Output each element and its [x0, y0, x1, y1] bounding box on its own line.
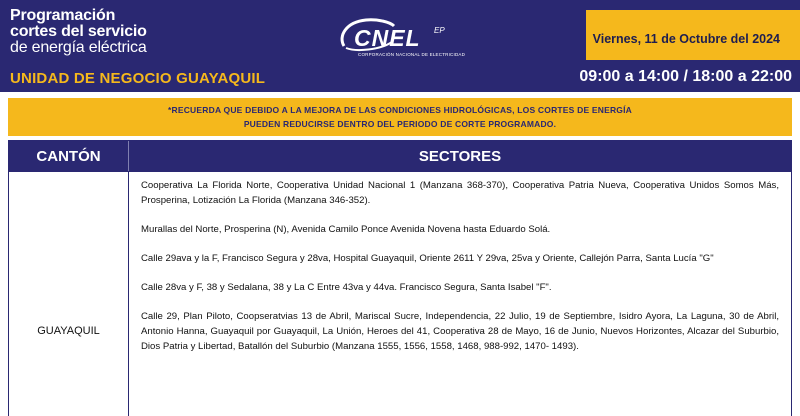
- sector-item: Calle 28va y F, 38 y Sedalana, 38 y La C Entre 43va y 44va. Francisco Segura, Santa Isabel "F".: [141, 282, 552, 293]
- column-header-canton: CANTÓN: [9, 141, 129, 171]
- table-row: [8, 172, 792, 416]
- schedule-date: Viernes, 11 de Octubre del 2024: [592, 32, 780, 46]
- notice-line-1: *RECUERDA QUE DEBIDO A LA MEJORA DE LAS CONDICIONES HIDROLÓGICAS, LOS CORTES DE ENERGÍA: [168, 105, 632, 115]
- canton-cell: GUAYAQUIL: [9, 172, 129, 416]
- sector-item: Murallas del Norte, Prosperina (N), Avenida Camilo Ponce Avenida Novena hasta Eduardo Solá.: [141, 224, 551, 235]
- sector-item: Calle 29, Plan Piloto, Coopseratvias 13 de Abril, Mariscal Sucre, Independencia, 22 Julio, 19 de Septiembre, Isidro Ayora, La Laguna, 30 de Abril, Antonio Hanna, Guayaquil por Guayaquil, La Unión, Heroes del 41, Cooperativa 28 de Mayo, 16 de Junio, Nuevos Horizontes, Alcazar del Suburbio, Dios Patria y Libertad, Batallón del Suburbio (Manzana 1555, 1556, 1558, 1468, 988-992, 1470- 1493).: [141, 311, 779, 352]
- logo-ep: EP: [434, 26, 445, 35]
- schedule-title: [10, 8, 147, 56]
- column-header-sectores: SECTORES: [418, 147, 502, 165]
- header-banner: [0, 0, 800, 92]
- title-line-2: cortes del servicio: [10, 23, 147, 40]
- cnel-logo: [330, 8, 470, 68]
- date-box: [586, 10, 800, 60]
- sectors-cell: [129, 172, 791, 416]
- logo-subtitle: CORPORACIÓN NACIONAL DE ELECTRICIDAD: [358, 52, 466, 57]
- hydrology-notice: [8, 98, 792, 136]
- schedule-hours: 09:00 a 14:00 / 18:00 a 22:00: [579, 68, 792, 85]
- business-unit-label: UNIDAD DE NEGOCIO GUAYAQUIL: [10, 70, 266, 87]
- title-line-1: Programación: [10, 7, 116, 24]
- table-header: [8, 140, 792, 172]
- title-line-3: de energía eléctrica: [10, 39, 147, 56]
- sector-item: Cooperativa La Florida Norte, Cooperativa Unidad Nacional 1 (Manzana 368-370), Cooperativa Patria Nueva, Cooperativa Unidos Somos Más, Prosperina, Lotización La Florida (Manzana 346-352).: [141, 180, 779, 206]
- logo-wordmark: CNEL: [354, 25, 421, 51]
- sector-item: Calle 29ava y la F, Francisco Segura y 28va, Hospital Guayaquil, Oriente 2611 Y 29va, 25va y Oriente, Callejón Parra, Santa Lucía "G": [141, 253, 714, 264]
- notice-line-2: PUEDEN REDUCIRSE DENTRO DEL PERIODO DE CORTE PROGRAMADO.: [243, 119, 557, 129]
